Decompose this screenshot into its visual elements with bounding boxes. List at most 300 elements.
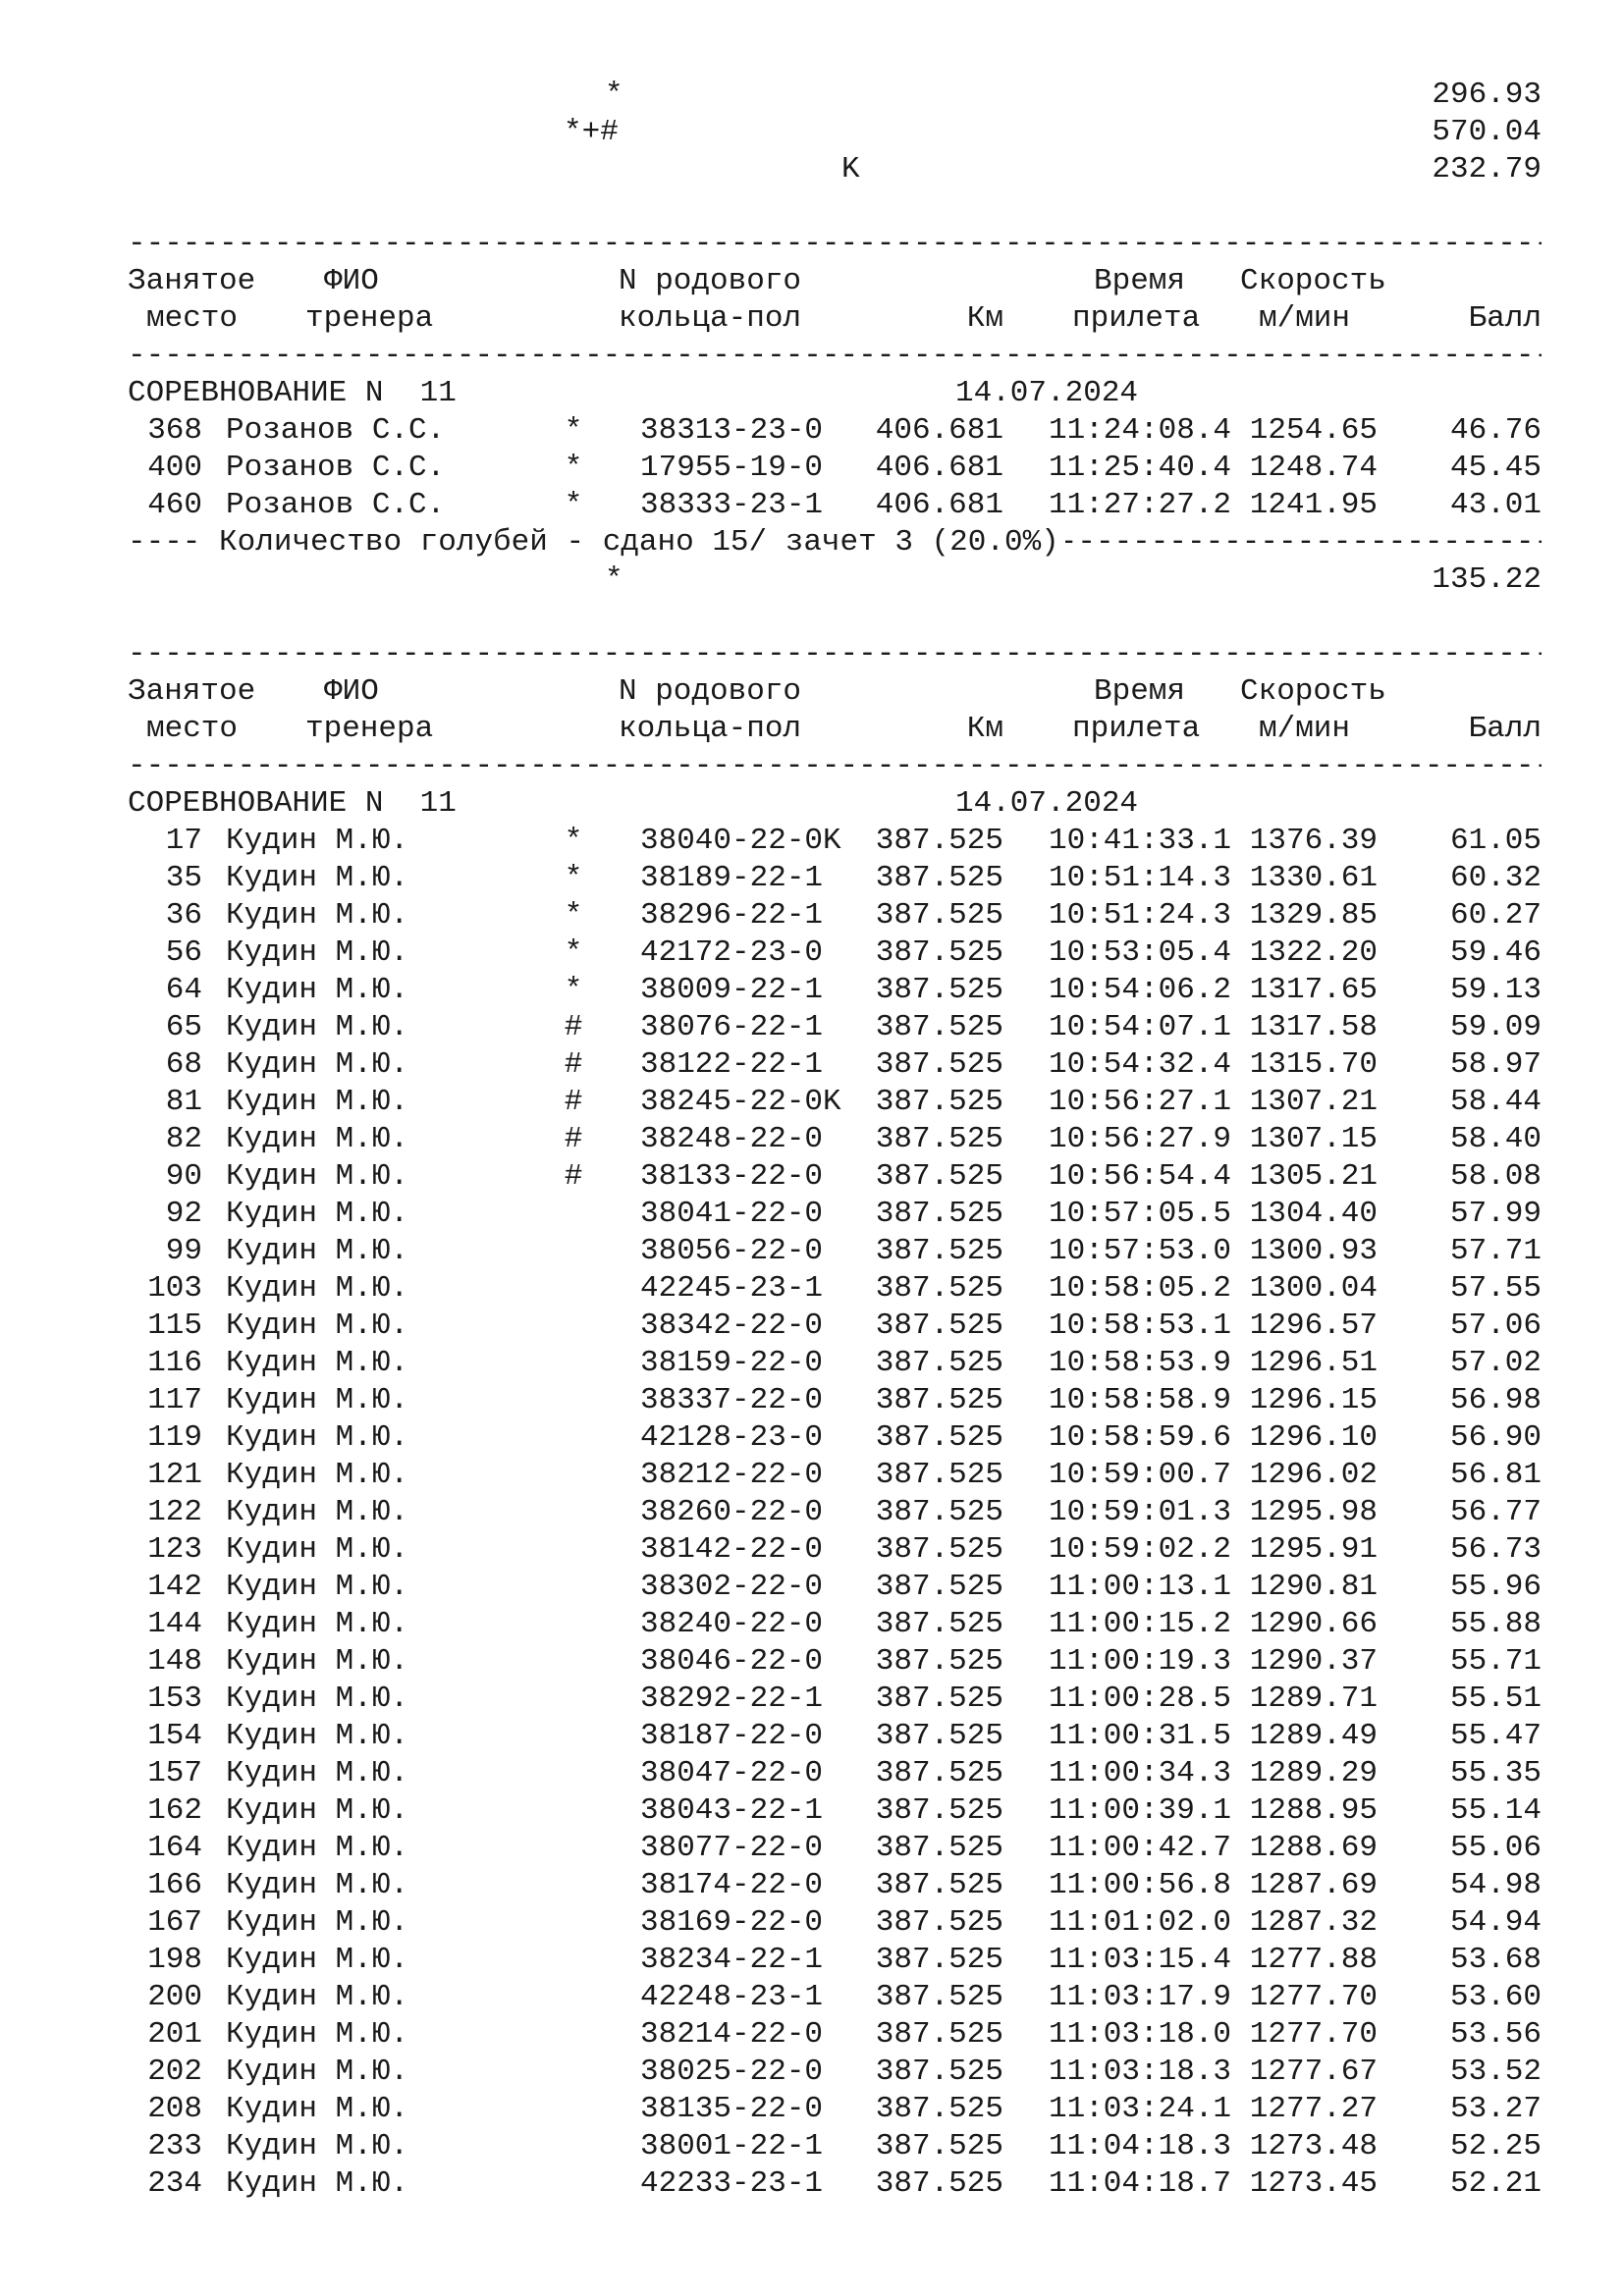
cell-time: 10:59:01.3	[1048, 1495, 1231, 1529]
cell-points: 59.46	[1449, 935, 1542, 970]
competition-title	[128, 375, 1542, 412]
cell-points: 45.45	[1449, 451, 1542, 485]
table-row	[128, 1792, 1542, 1830]
cell-name: Кудин М.Ю.	[226, 2166, 409, 2201]
cell-points: 56.98	[1449, 1383, 1542, 1417]
table-row	[128, 1830, 1542, 1867]
cell-ring: 38040-22-0K	[640, 824, 841, 858]
cell-speed: 1376.39	[1249, 824, 1378, 858]
table-row	[128, 2054, 1542, 2091]
competition-label: СОРЕВНОВАНИЕ N 11	[128, 786, 457, 821]
separator	[128, 636, 1542, 673]
table-header-row-1: Занятое ФИО N родового Время Скорость	[128, 264, 1386, 298]
cell-time: 10:56:54.4	[1048, 1159, 1231, 1194]
cell-name: Кудин М.Ю.	[226, 1047, 409, 1082]
cell-name: Кудин М.Ю.	[226, 824, 409, 858]
cell-ring: 38169-22-0	[640, 1905, 824, 1940]
table-row	[128, 823, 1542, 860]
cell-speed: 1273.48	[1249, 2129, 1378, 2163]
cell-ring: 38214-22-0	[640, 2017, 824, 2052]
cell-km: 387.525	[875, 1197, 1003, 1231]
cell-speed: 1288.69	[1249, 1831, 1378, 1865]
cell-name: Кудин М.Ю.	[226, 1308, 409, 1343]
cell-km: 387.525	[875, 1980, 1003, 2014]
cell-time: 10:58:59.6	[1048, 1420, 1231, 1455]
cell-time: 11:03:17.9	[1048, 1980, 1231, 2014]
cell-name: Кудин М.Ю.	[226, 1831, 409, 1865]
table-row	[128, 1009, 1542, 1046]
cell-km: 387.525	[875, 861, 1003, 895]
cell-place: 460	[147, 488, 202, 522]
summary-value: 296.93	[1432, 78, 1542, 112]
cell-ring: 38142-22-0	[640, 1532, 824, 1567]
cell-points: 53.68	[1449, 1943, 1542, 1977]
results-section-1	[128, 226, 1542, 599]
cell-points: 57.06	[1449, 1308, 1542, 1343]
table-row	[128, 1569, 1542, 1606]
cell-place: 64	[165, 973, 202, 1007]
cell-points: 60.32	[1449, 861, 1542, 895]
cell-km: 387.525	[875, 898, 1003, 933]
cell-name: Кудин М.Ю.	[226, 1346, 409, 1380]
cell-name: Кудин М.Ю.	[226, 1159, 409, 1194]
cell-time: 11:00:31.5	[1048, 1719, 1231, 1753]
cell-name: Кудин М.Ю.	[226, 1458, 409, 1492]
cell-place: 167	[147, 1905, 202, 1940]
table-row	[128, 1457, 1542, 1494]
cell-km: 387.525	[875, 1010, 1003, 1044]
cell-speed: 1289.71	[1249, 1682, 1378, 1716]
results-section-2	[128, 636, 1542, 2203]
table-row	[128, 1904, 1542, 1942]
table-row	[128, 1755, 1542, 1792]
competition-date: 14.07.2024	[955, 786, 1139, 821]
table-row	[128, 2016, 1542, 2054]
cell-place: 142	[147, 1570, 202, 1604]
cell-ring: 42172-23-0	[640, 935, 824, 970]
table-row	[128, 487, 1542, 524]
summary-line	[128, 114, 1542, 151]
cell-km: 387.525	[875, 1644, 1003, 1679]
table-row	[128, 860, 1542, 897]
cell-place: 103	[147, 1271, 202, 1306]
cell-name: Кудин М.Ю.	[226, 1644, 409, 1679]
cell-speed: 1277.70	[1249, 1980, 1378, 2014]
cell-place: 200	[147, 1980, 202, 2014]
separator	[128, 338, 1542, 375]
cell-name: Кудин М.Ю.	[226, 1570, 409, 1604]
cell-name: Кудин М.Ю.	[226, 1197, 409, 1231]
cell-name: Кудин М.Ю.	[226, 1756, 409, 1790]
table-row	[128, 1531, 1542, 1569]
cell-ring: 38333-23-1	[640, 488, 824, 522]
cell-time: 11:00:19.3	[1048, 1644, 1231, 1679]
cell-points: 55.35	[1449, 1756, 1542, 1790]
cell-mark: *	[564, 413, 583, 448]
table-row	[128, 2128, 1542, 2165]
cell-ring: 42233-23-1	[640, 2166, 824, 2201]
cell-place: 162	[147, 1793, 202, 1828]
cell-speed: 1315.70	[1249, 1047, 1378, 1082]
cell-points: 55.06	[1449, 1831, 1542, 1865]
cell-points: 57.71	[1449, 1234, 1542, 1268]
cell-name: Кудин М.Ю.	[226, 1420, 409, 1455]
cell-points: 56.81	[1449, 1458, 1542, 1492]
cell-place: 201	[147, 2017, 202, 2052]
table-row	[128, 1419, 1542, 1457]
table-row	[128, 1718, 1542, 1755]
cell-km: 387.525	[875, 1532, 1003, 1567]
cell-place: 82	[165, 1122, 202, 1156]
cell-points: 54.98	[1449, 1868, 1542, 1902]
cell-time: 11:03:18.3	[1048, 2055, 1231, 2089]
cell-time: 11:25:40.4	[1048, 451, 1231, 485]
cell-name: Кудин М.Ю.	[226, 1085, 409, 1119]
cell-ring: 38234-22-1	[640, 1943, 824, 1977]
cell-km: 387.525	[875, 1831, 1003, 1865]
cell-speed: 1290.81	[1249, 1570, 1378, 1604]
cell-speed: 1305.21	[1249, 1159, 1378, 1194]
cell-place: 119	[147, 1420, 202, 1455]
cell-time: 11:00:34.3	[1048, 1756, 1231, 1790]
cell-km: 406.681	[875, 413, 1003, 448]
cell-speed: 1300.04	[1249, 1271, 1378, 1306]
cell-time: 11:00:13.1	[1048, 1570, 1231, 1604]
cell-time: 10:51:14.3	[1048, 861, 1231, 895]
cell-time: 10:59:00.7	[1048, 1458, 1231, 1492]
cell-km: 387.525	[875, 1085, 1003, 1119]
cell-mark: *	[564, 824, 583, 858]
cell-speed: 1329.85	[1249, 898, 1378, 933]
cell-points: 52.21	[1449, 2166, 1542, 2201]
cell-km: 387.525	[875, 1346, 1003, 1380]
cell-mark: #	[564, 1085, 583, 1119]
cell-mark: #	[564, 1122, 583, 1156]
cell-km: 406.681	[875, 451, 1003, 485]
cell-place: 400	[147, 451, 202, 485]
cell-ring: 38043-22-1	[640, 1793, 824, 1828]
cell-place: 122	[147, 1495, 202, 1529]
cell-speed: 1295.91	[1249, 1532, 1378, 1567]
cell-ring: 38133-22-0	[640, 1159, 824, 1194]
cell-points: 55.47	[1449, 1719, 1542, 1753]
summary-value: 135.22	[1432, 562, 1542, 597]
cell-mark: #	[564, 1010, 583, 1044]
cell-place: 121	[147, 1458, 202, 1492]
cell-speed: 1304.40	[1249, 1197, 1378, 1231]
cell-time: 10:58:53.1	[1048, 1308, 1231, 1343]
cell-place: 233	[147, 2129, 202, 2163]
summary-top	[128, 77, 1542, 188]
summary-value: 232.79	[1432, 152, 1542, 187]
cell-km: 387.525	[875, 935, 1003, 970]
cell-name: Кудин М.Ю.	[226, 973, 409, 1007]
cell-speed: 1322.20	[1249, 935, 1378, 970]
cell-points: 57.99	[1449, 1197, 1542, 1231]
table-row	[128, 1233, 1542, 1270]
cell-ring: 38260-22-0	[640, 1495, 824, 1529]
cell-km: 387.525	[875, 1607, 1003, 1641]
table-row	[128, 1270, 1542, 1308]
cell-points: 60.27	[1449, 898, 1542, 933]
cell-name: Кудин М.Ю.	[226, 2055, 409, 2089]
table-row	[128, 412, 1542, 450]
cell-points: 58.08	[1449, 1159, 1542, 1194]
cell-name: Кудин М.Ю.	[226, 935, 409, 970]
cell-name: Кудин М.Ю.	[226, 1868, 409, 1902]
cell-points: 46.76	[1449, 413, 1542, 448]
cell-ring: 38292-22-1	[640, 1682, 824, 1716]
cell-name: Кудин М.Ю.	[226, 898, 409, 933]
table-header-row-1: Занятое ФИО N родового Время Скорость	[128, 674, 1386, 709]
cell-km: 387.525	[875, 1234, 1003, 1268]
cell-ring: 38174-22-0	[640, 1868, 824, 1902]
cell-ring: 38025-22-0	[640, 2055, 824, 2089]
cell-points: 55.51	[1449, 1682, 1542, 1716]
cell-speed: 1277.70	[1249, 2017, 1378, 2052]
cell-time: 10:57:53.0	[1048, 1234, 1231, 1268]
cell-ring: 38302-22-0	[640, 1570, 824, 1604]
cell-km: 387.525	[875, 1943, 1003, 1977]
cell-km: 387.525	[875, 2017, 1003, 2052]
cell-ring: 38313-23-0	[640, 413, 824, 448]
cell-name: Розанов С.С.	[226, 451, 446, 485]
cell-speed: 1273.45	[1249, 2166, 1378, 2201]
cell-place: 92	[165, 1197, 202, 1231]
table-row	[128, 2165, 1542, 2203]
cell-points: 56.77	[1449, 1495, 1542, 1529]
cell-points: 52.25	[1449, 2129, 1542, 2163]
cell-place: 56	[165, 935, 202, 970]
cell-ring: 38001-22-1	[640, 2129, 824, 2163]
table-row	[128, 1606, 1542, 1643]
cell-points: 59.09	[1449, 1010, 1542, 1044]
cell-km: 406.681	[875, 488, 1003, 522]
cell-mark: *	[564, 488, 583, 522]
cell-speed: 1295.98	[1249, 1495, 1378, 1529]
cell-ring: 38122-22-1	[640, 1047, 824, 1082]
cell-time: 11:00:42.7	[1048, 1831, 1231, 1865]
cell-time: 10:57:05.5	[1048, 1197, 1231, 1231]
cell-time: 11:00:15.2	[1048, 1607, 1231, 1641]
cell-speed: 1289.29	[1249, 1756, 1378, 1790]
cell-mark: *	[564, 451, 583, 485]
cell-name: Кудин М.Ю.	[226, 1905, 409, 1940]
count-line: ----- ---- Количество голубей - сдано 15/ зачет 3 (20.0%)	[128, 524, 1542, 561]
cell-points: 53.52	[1449, 2055, 1542, 2089]
cell-ring: 38245-22-0K	[640, 1085, 841, 1119]
cell-points: 53.56	[1449, 2017, 1542, 2052]
cell-place: 90	[165, 1159, 202, 1194]
cell-time: 10:54:06.2	[1048, 973, 1231, 1007]
cell-speed: 1330.61	[1249, 861, 1378, 895]
cell-km: 387.525	[875, 2129, 1003, 2163]
table-header-row-2: место тренера кольца-пол Км прилета м/мин Балл	[146, 301, 1542, 336]
cell-time: 10:53:05.4	[1048, 935, 1231, 970]
cell-km: 387.525	[875, 824, 1003, 858]
table-row	[128, 1084, 1542, 1121]
cell-name: Кудин М.Ю.	[226, 1607, 409, 1641]
cell-place: 202	[147, 2055, 202, 2089]
cell-km: 387.525	[875, 1682, 1003, 1716]
cell-place: 117	[147, 1383, 202, 1417]
cell-name: Кудин М.Ю.	[226, 2129, 409, 2163]
cell-speed: 1296.02	[1249, 1458, 1378, 1492]
cell-ring: 38296-22-1	[640, 898, 824, 933]
cell-points: 57.55	[1449, 1271, 1542, 1306]
results-rows	[128, 823, 1542, 2203]
cell-mark: #	[564, 1159, 583, 1194]
results-rows	[128, 412, 1542, 524]
cell-ring: 38248-22-0	[640, 1122, 824, 1156]
cell-km: 387.525	[875, 1905, 1003, 1940]
cell-km: 387.525	[875, 1383, 1003, 1417]
cell-speed: 1307.15	[1249, 1122, 1378, 1156]
cell-points: 43.01	[1449, 488, 1542, 522]
section-summary	[128, 561, 1542, 599]
cell-time: 11:00:39.1	[1048, 1793, 1231, 1828]
cell-place: 153	[147, 1682, 202, 1716]
table-row	[128, 1681, 1542, 1718]
cell-ring: 17955-19-0	[640, 451, 824, 485]
cell-ring: 38076-22-1	[640, 1010, 824, 1044]
table-row	[128, 1121, 1542, 1158]
count-text: Количество голубей - сдано 15/ зачет 3 (20.0%)	[219, 525, 1059, 560]
cell-km: 387.525	[875, 1420, 1003, 1455]
results-document	[128, 77, 1542, 2203]
table-row	[128, 2091, 1542, 2128]
cell-name: Кудин М.Ю.	[226, 1271, 409, 1306]
cell-mark: *	[564, 935, 583, 970]
cell-time: 10:58:05.2	[1048, 1271, 1231, 1306]
cell-ring: 38135-22-0	[640, 2092, 824, 2126]
table-row	[128, 1158, 1542, 1196]
cell-mark: *	[564, 973, 583, 1007]
cell-km: 387.525	[875, 2166, 1003, 2201]
summary-mark: *	[605, 562, 623, 597]
separator	[128, 748, 1542, 785]
cell-mark: *	[564, 898, 583, 933]
cell-mark: #	[564, 1047, 583, 1082]
competition-title	[128, 785, 1542, 823]
cell-time: 11:03:18.0	[1048, 2017, 1231, 2052]
cell-points: 55.96	[1449, 1570, 1542, 1604]
cell-name: Кудин М.Ю.	[226, 1793, 409, 1828]
summary-mark: *+#	[564, 115, 619, 149]
cell-time: 10:56:27.1	[1048, 1085, 1231, 1119]
summary-mark: *	[605, 78, 623, 112]
table-header-row-2: место тренера кольца-пол Км прилета м/мин Балл	[146, 712, 1542, 746]
cell-ring: 38041-22-0	[640, 1197, 824, 1231]
cell-points: 58.97	[1449, 1047, 1542, 1082]
cell-km: 387.525	[875, 2055, 1003, 2089]
cell-km: 387.525	[875, 1458, 1003, 1492]
table-row	[128, 450, 1542, 487]
cell-name: Кудин М.Ю.	[226, 1495, 409, 1529]
cell-time: 10:58:58.9	[1048, 1383, 1231, 1417]
cell-speed: 1254.65	[1249, 413, 1378, 448]
cell-time: 11:00:56.8	[1048, 1868, 1231, 1902]
cell-speed: 1317.58	[1249, 1010, 1378, 1044]
cell-time: 10:58:53.9	[1048, 1346, 1231, 1380]
cell-points: 53.60	[1449, 1980, 1542, 2014]
table-row	[128, 1942, 1542, 1979]
table-row	[128, 1494, 1542, 1531]
cell-name: Кудин М.Ю.	[226, 1234, 409, 1268]
table-row	[128, 897, 1542, 934]
cell-ring: 42248-23-1	[640, 1980, 824, 2014]
cell-place: 157	[147, 1756, 202, 1790]
cell-ring: 38342-22-0	[640, 1308, 824, 1343]
cell-name: Кудин М.Ю.	[226, 1943, 409, 1977]
cell-name: Кудин М.Ю.	[226, 1383, 409, 1417]
cell-points: 58.44	[1449, 1085, 1542, 1119]
table-row	[128, 972, 1542, 1009]
summary-mark: K	[841, 152, 860, 187]
cell-time: 10:41:33.1	[1048, 824, 1231, 858]
cell-name: Кудин М.Ю.	[226, 1122, 409, 1156]
cell-place: 36	[165, 898, 202, 933]
cell-ring: 38009-22-1	[640, 973, 824, 1007]
cell-points: 53.27	[1449, 2092, 1542, 2126]
cell-place: 17	[165, 824, 202, 858]
cell-place: 166	[147, 1868, 202, 1902]
cell-km: 387.525	[875, 1495, 1003, 1529]
summary-line	[128, 561, 1542, 599]
cell-ring: 38047-22-0	[640, 1756, 824, 1790]
cell-ring: 38337-22-0	[640, 1383, 824, 1417]
table-row	[128, 1643, 1542, 1681]
summary-line	[128, 77, 1542, 114]
table-row	[128, 1046, 1542, 1084]
cell-place: 115	[147, 1308, 202, 1343]
cell-km: 387.525	[875, 1122, 1003, 1156]
cell-name: Кудин М.Ю.	[226, 861, 409, 895]
cell-name: Кудин М.Ю.	[226, 2017, 409, 2052]
cell-time: 10:54:32.4	[1048, 1047, 1231, 1082]
cell-speed: 1296.15	[1249, 1383, 1378, 1417]
cell-km: 387.525	[875, 1570, 1003, 1604]
cell-ring: 42245-23-1	[640, 1271, 824, 1306]
cell-speed: 1277.88	[1249, 1943, 1378, 1977]
cell-ring: 38056-22-0	[640, 1234, 824, 1268]
cell-km: 387.525	[875, 1271, 1003, 1306]
cell-name: Кудин М.Ю.	[226, 1719, 409, 1753]
cell-km: 387.525	[875, 1159, 1003, 1194]
table-row	[128, 1382, 1542, 1419]
cell-name: Кудин М.Ю.	[226, 1010, 409, 1044]
cell-points: 59.13	[1449, 973, 1542, 1007]
cell-speed: 1248.74	[1249, 451, 1378, 485]
cell-speed: 1277.67	[1249, 2055, 1378, 2089]
cell-points: 55.14	[1449, 1793, 1542, 1828]
cell-place: 198	[147, 1943, 202, 1977]
cell-ring: 38240-22-0	[640, 1607, 824, 1641]
competition-date: 14.07.2024	[955, 376, 1139, 410]
cell-km: 387.525	[875, 1868, 1003, 1902]
cell-points: 56.90	[1449, 1420, 1542, 1455]
cell-ring: 38212-22-0	[640, 1458, 824, 1492]
cell-place: 65	[165, 1010, 202, 1044]
cell-ring: 38189-22-1	[640, 861, 824, 895]
cell-name: Кудин М.Ю.	[226, 1980, 409, 2014]
cell-mark: *	[564, 861, 583, 895]
cell-place: 68	[165, 1047, 202, 1082]
cell-place: 81	[165, 1085, 202, 1119]
cell-place: 234	[147, 2166, 202, 2201]
cell-time: 11:00:28.5	[1048, 1682, 1231, 1716]
cell-place: 154	[147, 1719, 202, 1753]
